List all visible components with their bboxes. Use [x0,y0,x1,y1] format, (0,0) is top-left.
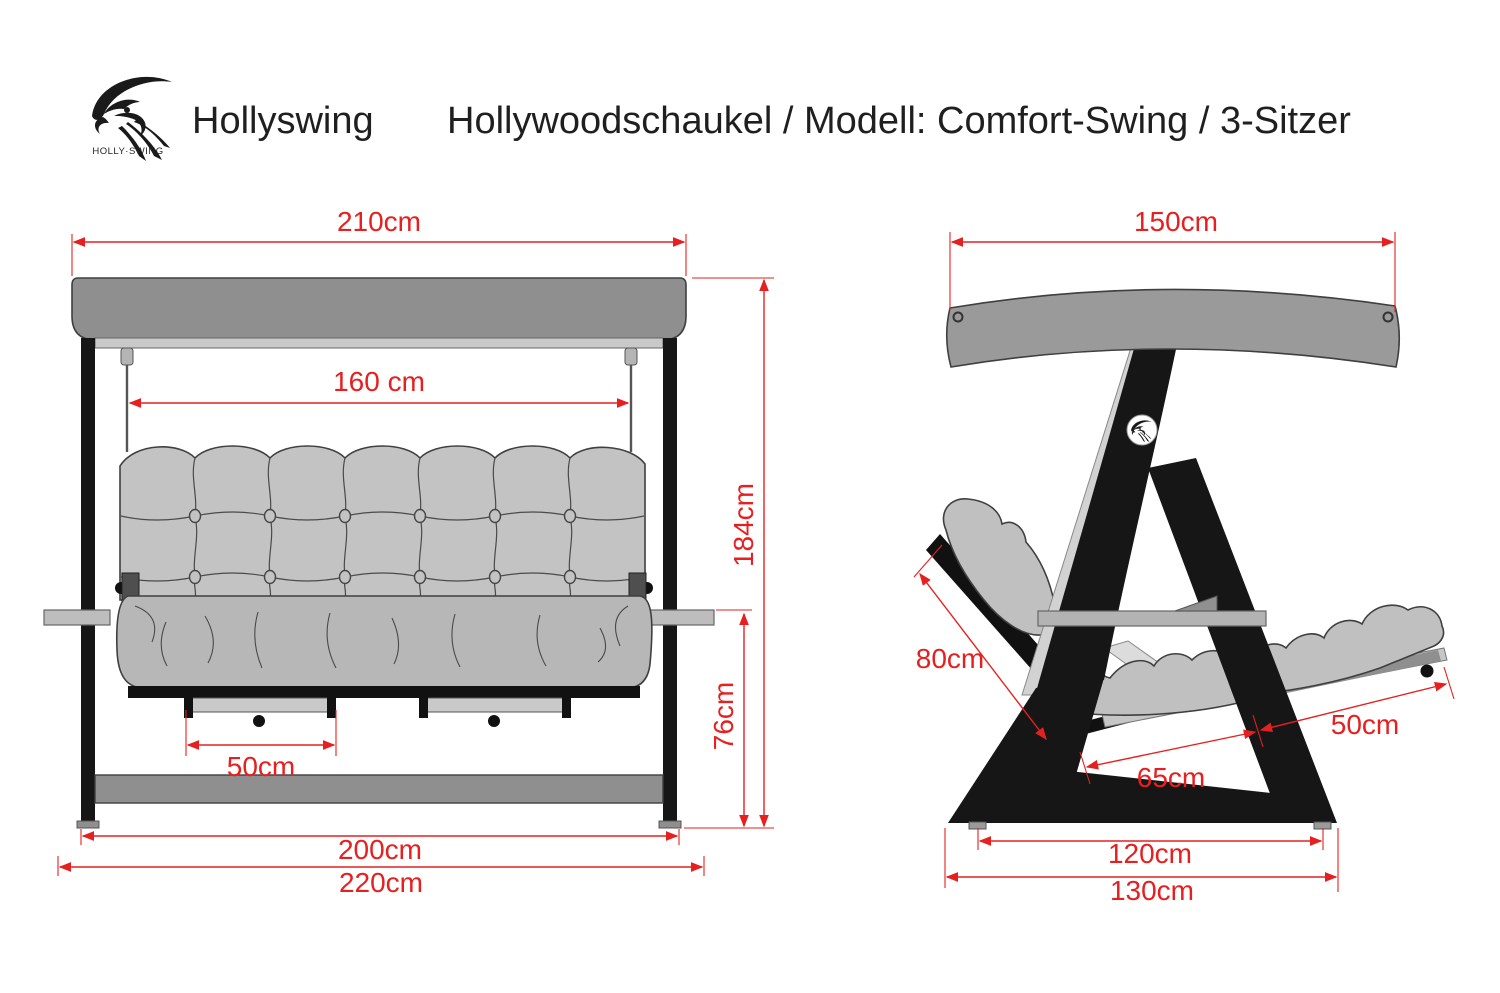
brand-name: Hollyswing [192,100,374,142]
dim-roof-depth-label: 150cm [1133,206,1219,237]
side-left-foot [969,822,986,829]
dim-total-width-label: 220cm [338,867,424,898]
front-top-bar [95,338,663,348]
side-view [914,206,1454,906]
dim-stand-depth [978,828,1323,869]
front-view [44,206,774,898]
front-left-hanger-tab [121,348,133,365]
header [92,77,1351,161]
front-right-runner [419,696,571,727]
side-armrest-pennant [1175,596,1217,611]
dim-backrest-length-label: 80cm [915,643,985,674]
side-footrest-knob [1421,665,1434,678]
front-left-post [81,338,95,826]
dim-seat-height-label: 76cm [708,681,739,751]
dim-suspension-width [130,366,628,403]
dim-seat-height [708,610,752,826]
front-canopy [72,278,686,340]
dim-runner-spacing-label: 50cm [226,751,296,782]
page-title: Hollywoodschaukel / Modell: Comfort-Swing / 3-Sitzer [447,100,1351,142]
front-left-runner [184,696,336,727]
logo-caption: HOLLY·SWING [92,146,164,157]
front-left-foot [77,821,99,828]
side-armrest [1038,611,1266,626]
dim-seat-depth-label: 65cm [1136,762,1206,793]
dim-stand-width [81,829,679,865]
runner-knob [253,715,265,727]
front-right-foot [659,821,681,828]
brand-logo [92,77,172,161]
dim-stand-width-label: 200cm [337,834,423,865]
dim-roof-width [72,206,686,276]
front-right-armrest [648,610,714,625]
front-right-hanger-tab [625,348,637,365]
dim-total-depth-label: 130cm [1109,875,1195,906]
front-right-post [663,338,677,826]
front-crossbar [95,775,663,803]
dim-footrest-length-label: 50cm [1330,709,1400,740]
runner-knob [488,715,500,727]
side-right-foot [1314,822,1331,829]
dim-roof-width-label: 210cm [336,206,422,237]
side-mast [1036,320,1182,692]
mast-logo-badge [1127,415,1157,445]
dim-total-height-label: 184cm [728,482,759,568]
front-left-armrest [44,610,110,625]
front-seat-cushion [117,596,652,688]
dim-stand-depth-label: 120cm [1107,838,1193,869]
dim-suspension-width-label: 160 cm [333,366,425,397]
